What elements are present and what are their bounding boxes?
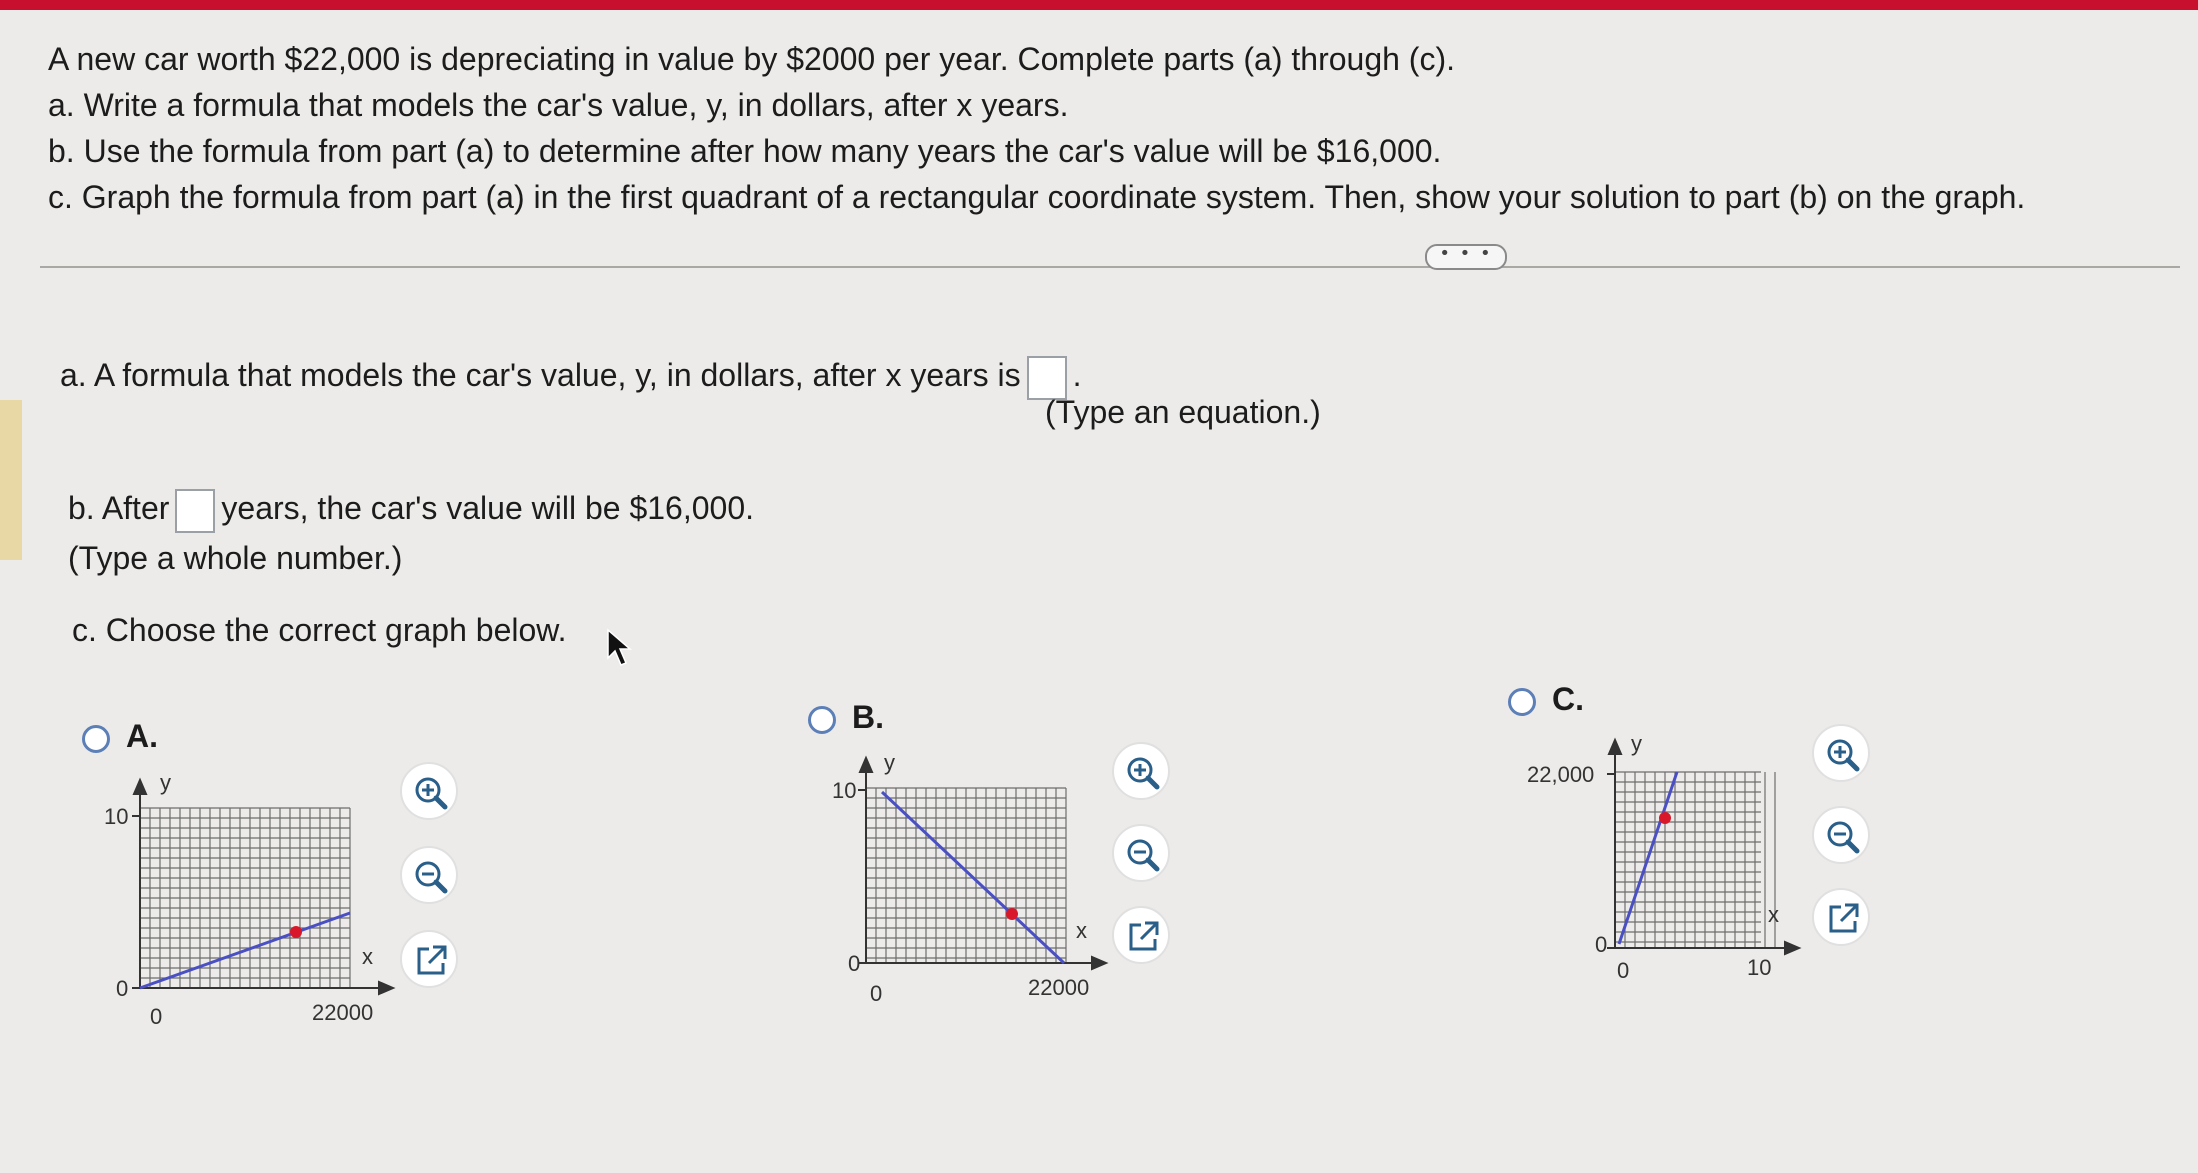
- y-max-tick: 22,000: [1527, 762, 1595, 787]
- y-max-tick: 10: [832, 778, 857, 803]
- y-min-tick: 0: [116, 976, 129, 1001]
- question-part-a: [48, 82, 2168, 128]
- open-graph-button-a[interactable]: [400, 930, 458, 988]
- y-axis-label: y: [1631, 731, 1642, 756]
- question-part-b: [48, 128, 2168, 174]
- zoom-in-icon: [1823, 735, 1863, 775]
- zoom-in-icon: [1123, 753, 1163, 793]
- answer-part-a: a. A formula that models the car's value, y, in dollars, after x years is .: [60, 355, 1082, 400]
- part-c-letter: c.: [48, 179, 73, 215]
- part-b-text: Use the formula from part (a) to determine after how many years the car's value will be $16,000.: [83, 133, 1442, 169]
- x-min-tick: 0: [150, 1004, 163, 1029]
- axes: [132, 780, 393, 994]
- graph-option-b: [826, 748, 1146, 1018]
- part-b-letter: b.: [48, 133, 75, 169]
- external-link-icon: [1823, 899, 1863, 939]
- zoom-in-button-c[interactable]: [1812, 724, 1870, 782]
- left-accent-strip: [0, 400, 22, 560]
- option-c[interactable]: [1508, 679, 1584, 719]
- part-c-text: Graph the formula from part (a) in the first quadrant of a rectangular coordinate system. Then, show your solution to part (b) on the graph.: [81, 179, 2026, 215]
- grid: [1615, 772, 1775, 948]
- y-min-tick: 0: [848, 951, 861, 976]
- zoom-in-icon: [411, 773, 451, 813]
- zoom-out-button-c[interactable]: [1812, 806, 1870, 864]
- zoom-out-icon: [1123, 835, 1163, 875]
- grid: [140, 808, 350, 988]
- cursor-arrow-icon: [606, 628, 636, 668]
- zoom-in-button-a[interactable]: [400, 762, 458, 820]
- zoom-out-icon: [1823, 817, 1863, 857]
- part-a-letter: a.: [48, 87, 75, 123]
- x-axis-label: x: [362, 944, 373, 969]
- answer-b-after: years, the car's value will be $16,000.: [221, 490, 755, 526]
- y-min-tick: 0: [1595, 932, 1608, 957]
- solution-point: [1659, 812, 1671, 824]
- option-b[interactable]: [808, 697, 884, 737]
- x-max-tick: 22000: [312, 1000, 374, 1025]
- answer-b-hint: (Type a whole number.): [68, 540, 403, 576]
- zoom-out-icon: [411, 857, 451, 897]
- option-a-label: A.: [126, 718, 158, 754]
- answer-b-before: After: [101, 490, 170, 526]
- section-divider: [40, 266, 2180, 268]
- answer-b-letter: b.: [68, 490, 95, 526]
- top-accent-bar: [0, 0, 2198, 10]
- part-a-text: Write a formula that models the car's value, y, in dollars, after x years.: [83, 87, 1069, 123]
- zoom-in-button-b[interactable]: [1112, 742, 1170, 800]
- graph-option-a: [100, 768, 420, 1038]
- external-link-icon: [411, 941, 451, 981]
- question-part-c: [48, 174, 2168, 220]
- open-graph-button-c[interactable]: [1812, 888, 1870, 946]
- more-options-button[interactable]: • • •: [1425, 244, 1507, 270]
- answer-a-text: A formula that models the car's value, y, in dollars, after x years is: [93, 357, 1021, 393]
- answer-a-letter: a.: [60, 357, 87, 393]
- question-intro: A new car worth $22,000 is depreciating in value by $2000 per year. Complete parts (a) through (c).: [48, 41, 1455, 77]
- zoom-out-button-a[interactable]: [400, 846, 458, 904]
- radio-option-c[interactable]: [1508, 688, 1536, 716]
- radio-option-a[interactable]: [82, 725, 110, 753]
- option-c-label: C.: [1552, 681, 1584, 717]
- answer-part-c: [72, 610, 567, 650]
- axes: [858, 758, 1106, 969]
- graph-option-c: [1525, 728, 1825, 998]
- x-max-tick: 22000: [1028, 975, 1090, 1000]
- external-link-icon: [1123, 917, 1163, 957]
- years-input[interactable]: [175, 489, 215, 533]
- question-text: [48, 36, 2168, 220]
- graph-line: [1619, 772, 1677, 944]
- x-min-tick: 0: [1617, 958, 1630, 983]
- open-graph-button-b[interactable]: [1112, 906, 1170, 964]
- option-b-label: B.: [852, 699, 884, 735]
- x-max-tick: 10: [1747, 955, 1772, 980]
- y-max-tick: 10: [104, 804, 129, 829]
- y-axis-label: y: [884, 750, 895, 775]
- graph-line: [140, 913, 350, 988]
- x-min-tick: 0: [870, 981, 883, 1006]
- option-a[interactable]: [82, 716, 158, 756]
- answer-c-letter: c.: [72, 612, 97, 648]
- answer-c-text: Choose the correct graph below.: [105, 612, 567, 648]
- y-axis-label: y: [160, 770, 171, 795]
- solution-point: [1006, 908, 1018, 920]
- x-axis-label: x: [1076, 918, 1087, 943]
- solution-point: [290, 926, 302, 938]
- zoom-out-button-b[interactable]: [1112, 824, 1170, 882]
- answer-part-b: [68, 488, 754, 533]
- x-axis-label: x: [1768, 902, 1779, 927]
- answer-a-hint: (Type an equation.): [1045, 394, 1321, 430]
- radio-option-b[interactable]: [808, 706, 836, 734]
